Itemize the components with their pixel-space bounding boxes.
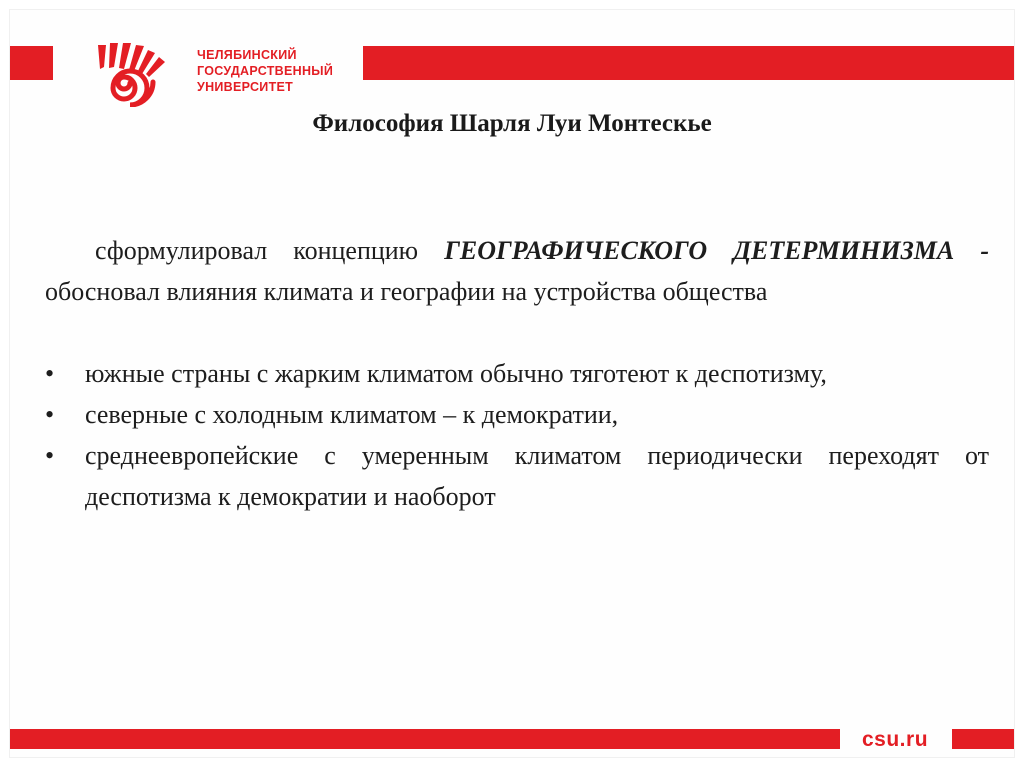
slide-title: Философия Шарля Луи Монтескье xyxy=(312,110,712,137)
slide-content xyxy=(45,230,989,517)
bullet-icon: • xyxy=(45,359,55,388)
bullet-text: южные страны с жарким климатом обычно тяготеют к деспотизму, xyxy=(85,359,827,388)
header-bar-right xyxy=(363,46,1014,80)
bullet-icon: • xyxy=(45,400,55,429)
bullet-list xyxy=(45,353,989,517)
slide-frame xyxy=(10,10,1014,757)
university-name xyxy=(197,47,367,95)
footer-bar-right xyxy=(952,729,1014,749)
intro-paragraph xyxy=(45,230,989,312)
list-item xyxy=(45,394,989,435)
bullet-text: среднеевропейские с умеренным климатом периодически переходят от деспотизма к демократии и наоборот xyxy=(85,441,989,511)
bullet-text: северные с холодным климатом – к демократии, xyxy=(85,400,619,429)
university-line-1: ЧЕЛЯБИНСКИЙ xyxy=(197,48,297,62)
footer-bar-left xyxy=(10,729,840,749)
intro-suffix: обосновал влияния климата и географии на устройства общества xyxy=(45,277,768,306)
csu-spiral-logo-icon xyxy=(90,43,186,107)
site-link[interactable]: csu.ru xyxy=(862,728,929,751)
university-line-2: ГОСУДАРСТВЕННЫЙ xyxy=(197,64,334,78)
list-item xyxy=(45,353,989,394)
university-line-3: УНИВЕРСИТЕТ xyxy=(197,80,294,94)
intro-term: ГЕОГРАФИЧЕСКОГО ДЕТЕРМИНИЗМА - xyxy=(444,236,989,265)
intro-prefix: сформулировал концепцию xyxy=(95,236,445,265)
list-item xyxy=(45,435,989,517)
bullet-icon: • xyxy=(45,441,55,470)
header-bar-left xyxy=(10,46,53,80)
